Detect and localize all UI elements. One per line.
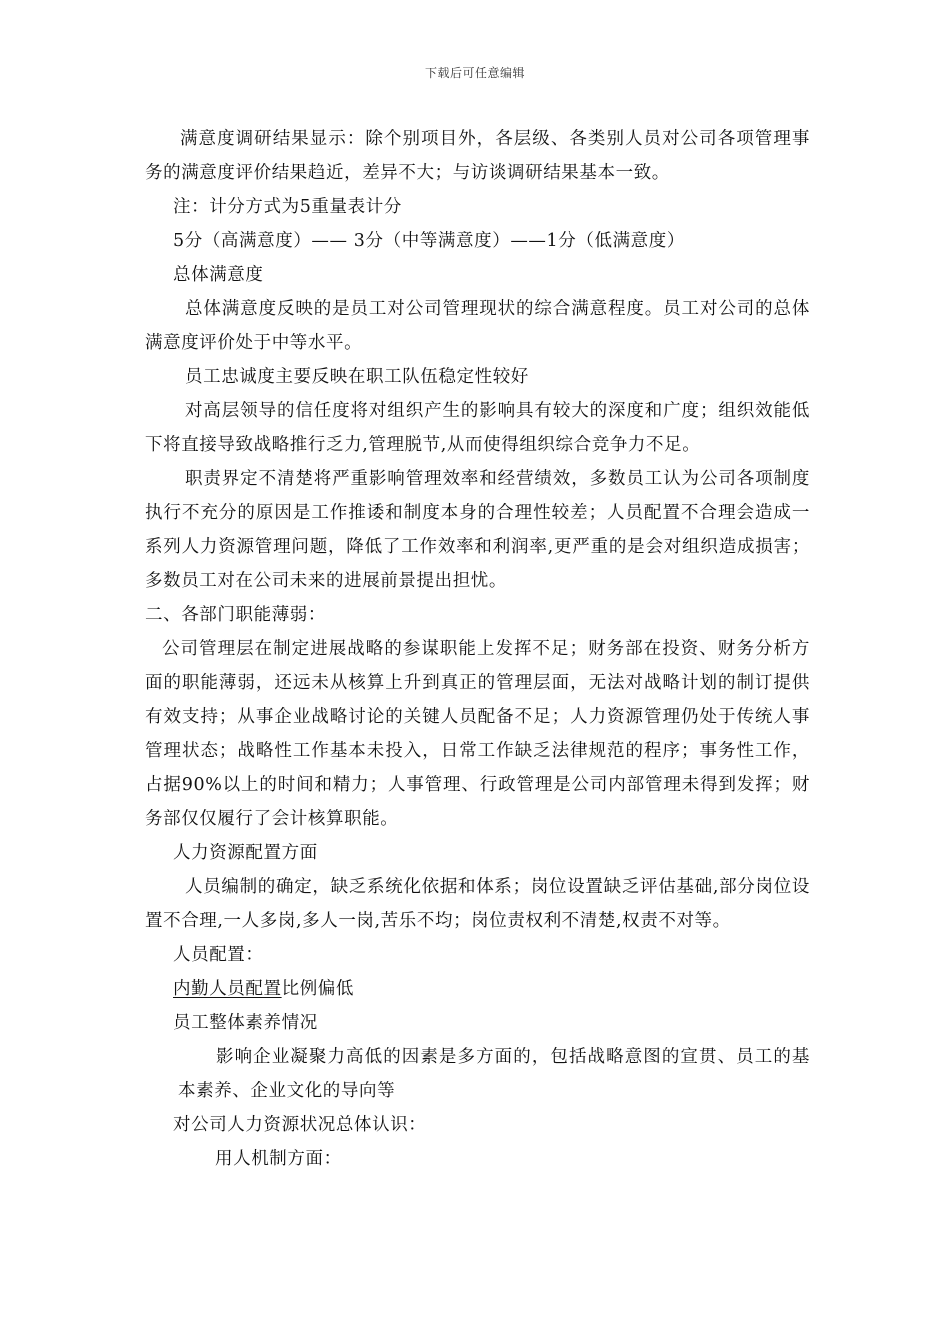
- paragraph-scoring-note: 注：计分方式为5重量表计分: [173, 197, 402, 217]
- paragraph-cohesion-factors: 影响企业凝聚力高低的因素是多方面的，包括战略意图的宣贯、员工的基本素养、企业文化的导向等: [178, 1047, 810, 1101]
- heading-staff-allocation: 人员配置：: [173, 945, 264, 965]
- heading-department-functions: 二、各部门职能薄弱：: [145, 605, 326, 625]
- document-body: [145, 122, 810, 1176]
- heading-employment-mechanism: 用人机制方面：: [215, 1149, 342, 1169]
- office-staff-ratio-rest: 比例偏低: [281, 979, 355, 999]
- page-header-caption: 下载后可任意编辑: [424, 66, 525, 80]
- heading-hr-overview: 对公司人力资源状况总体认识：: [173, 1115, 427, 1135]
- heading-employee-quality: 员工整体素养情况: [173, 1013, 318, 1033]
- heading-overall-satisfaction: 总体满意度: [173, 265, 264, 285]
- heading-hr-allocation: 人力资源配置方面: [173, 843, 318, 863]
- paragraph-leadership-trust: 对高层领导的信任度将对组织产生的影响具有较大的深度和广度；组织效能低下将直接导致战略推行乏力,管理脱节,从而使得组织综合竞争力不足。: [145, 401, 810, 455]
- paragraph-satisfaction-results: 满意度调研结果显示：除个别项目外，各层级、各类别人员对公司各项管理事务的满意度评价结果趋近，差异不大；与访谈调研结果基本一致。: [145, 129, 810, 183]
- paragraph-employee-loyalty: 员工忠诚度主要反映在职工队伍稳定性较好: [185, 367, 529, 387]
- paragraph-office-staff-ratio: [145, 972, 810, 1006]
- paragraph-hr-allocation: 人员编制的确定，缺乏系统化依据和体系；岗位设置缺乏评估基础,部分岗位设置不合理,一人多岗,多人一岗,苦乐不均；岗位责权利不清楚,权责不对等。: [145, 877, 810, 931]
- paragraph-department-functions: 公司管理层在制定进展战略的参谋职能上发挥不足；财务部在投资、财务分析方面的职能薄弱，还远未从核算上升到真正的管理层面，无法对战略计划的制订提供有效支持；从事企业战略讨论的关键人员配备不足；人力资源管理仍处于传统人事管理状态；战略性工作基本未投入，日常工作缺乏法律规范的程序；事务性工作，占据90%以上的时间和精力；人事管理、行政管理是公司内部管理未得到发挥；财务部仅仅履行了会计核算职能。: [145, 639, 810, 829]
- paragraph-responsibility-definition: 职责界定不清楚将严重影响管理效率和经营绩效，多数员工认为公司各项制度执行不充分的原因是工作推诿和制度本身的合理性较差；人员配置不合理会造成一系列人力资源管理问题，降低了工作效率和利润率,更严重的是会对组织造成损害；多数员工对在公司未来的进展前景提出担忧。: [145, 469, 810, 591]
- paragraph-scoring-scale: 5分（高满意度）—— 3分（中等满意度）——1分（低满意度）: [173, 231, 685, 251]
- paragraph-overall-satisfaction: 总体满意度反映的是员工对公司管理现状的综合满意程度。员工对公司的总体满意度评价处于中等水平。: [145, 299, 810, 353]
- underlined-office-staff: 内勤人员配置: [173, 979, 282, 999]
